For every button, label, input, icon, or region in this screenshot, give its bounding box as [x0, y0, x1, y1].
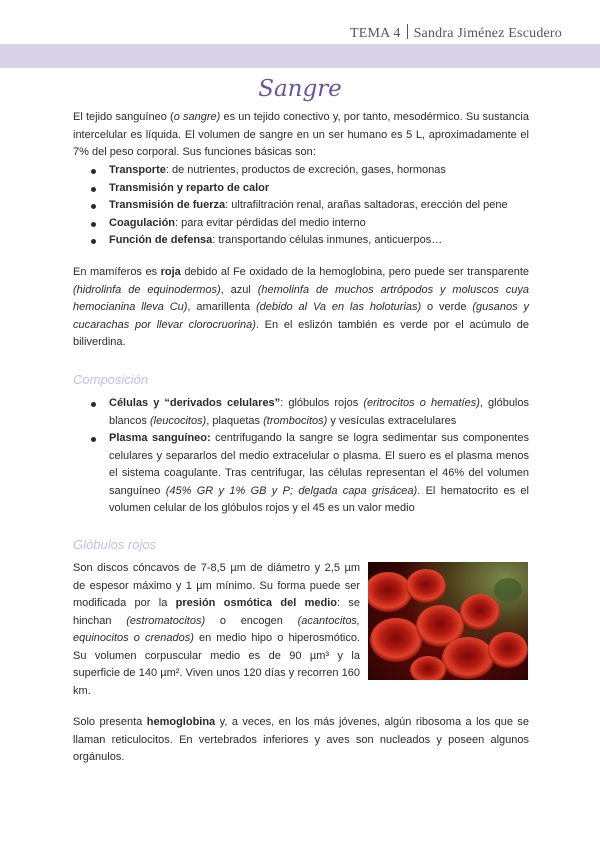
header-tema: TEMA 4: [349, 26, 401, 41]
text: , plaquetas: [206, 414, 264, 427]
text-italic: (hidrolinfa de equinodermos): [73, 283, 221, 296]
red-blood-cells-illustration: [368, 562, 528, 680]
list-item: [73, 162, 529, 180]
text: , amarillenta: [187, 301, 256, 313]
header-text: [350, 24, 562, 42]
hemoglobina-paragraph: [73, 714, 529, 767]
list-item: [73, 180, 529, 198]
header-band: [0, 44, 600, 68]
list-item: [73, 430, 529, 518]
function-label: Transmisión y reparto de calor: [109, 181, 270, 194]
text: . En el eslizón también es verde por el acúmulo de biliverdina.: [73, 318, 529, 348]
text-bold: presión osmótica del medio: [175, 597, 337, 609]
text: , glóbulos blancos: [109, 397, 529, 427]
text: debido al Fe oxidado de la hemoglobina, pero puede ser transparente: [180, 266, 530, 278]
text-italic: (debido al Va en las holoturias): [255, 301, 422, 313]
function-text: : para evitar pérdidas del medio interno: [175, 216, 366, 229]
text: : glóbulos rojos: [280, 397, 364, 409]
text: . El hematocrito es el volumen celular de los glóbulos rojos y el 45 es un valor medio: [109, 484, 529, 514]
intro-text-italic: o sangre): [173, 111, 221, 123]
list-item: [73, 232, 529, 250]
functions-list: [73, 162, 529, 250]
page-title: Sangre: [258, 76, 342, 102]
list-item: [73, 395, 529, 430]
function-text: : ultrafiltración renal, arañas saltadoras, erección del pene: [225, 199, 508, 211]
header-author: Sandra Jiménez Escudero: [413, 26, 562, 41]
text: Solo presenta: [73, 716, 147, 728]
composicion-list: [73, 395, 529, 518]
function-text: : transportando células inmunes, anticuerpos…: [212, 234, 443, 246]
text-italic: (estromatocitos): [126, 614, 206, 627]
text-bold: hemoglobina: [146, 716, 216, 728]
text: en medio hipo o hiperosmótico. Su volumen corpuscular medio es de 90 µm³ y la superficie de 140 µm². Viven unos 120 días y recorren 160 km.: [73, 632, 360, 697]
section-heading-globulos: Glóbulos rojos: [73, 537, 157, 552]
text-italic: (leucocitos): [149, 414, 207, 427]
text: y, a veces, en los más jóvenes, algún ribosoma a los que se llaman reticulocitos. En vertebrados inferiores y aves son nucleados y poseen algunos orgánulos.: [73, 716, 530, 763]
text-bold: roja: [160, 266, 181, 278]
text-italic: (trombocitos): [263, 414, 328, 427]
text: o verde: [421, 301, 473, 313]
text: : se hinchan: [73, 597, 361, 627]
text: centrifugando la sangre se logra sedimentar sus componentes celulares y separarlos del medio extracelular o plasma. El suero es el plasma menos el sistema coagulante. Tras centrifugar, las células representan el 46% del volumen sanguíneo: [109, 432, 529, 497]
mammals-paragraph: [73, 264, 529, 352]
function-label: Transporte: [109, 164, 166, 176]
red-blood-cells-image: [368, 562, 528, 680]
plasma-label: Plasma sanguíneo:: [109, 432, 211, 444]
intro-text-2: es un tejido conectivo y, por tanto, mesodérmico. Su sustancia intercelular es líquida. El volumen de sangre en un ser humano es 5 L, aproximadamente el 7% del peso corporal. Sus funciones básicas son:: [73, 111, 529, 158]
header-separator: [407, 24, 408, 39]
list-item: [73, 197, 529, 215]
function-text: : de nutrientes, productos de excreción, gases, hormonas: [165, 164, 446, 176]
text-italic: (gusanos y cucarachas por llevar clorocruorina): [73, 301, 529, 331]
function-label: Coagulación: [109, 216, 176, 229]
text-italic: (acantocitos, equinocitos o crenados): [73, 614, 360, 644]
list-item: [73, 215, 529, 233]
globulos-paragraph: [73, 560, 360, 700]
intro-paragraph: [73, 109, 529, 162]
text: Son discos cóncavos de 7-8,5 µm de diámetro y 2,5 µm de espesor máximo y 1 µm mínimo. Su forma puede ser modificada por la: [73, 562, 360, 609]
text-italic: (hemolinfa de muchos artrópodos y moluscos cuya hemocianina lleva Cu): [73, 283, 529, 313]
text-italic: (45% GR y 1% GB y P; delgada capa grisácea): [165, 484, 418, 497]
text: , azul: [220, 283, 258, 296]
cells-label: Células y “derivados celulares”: [109, 397, 281, 409]
text: En mamíferos es: [73, 266, 161, 278]
section-heading-composicion: Composición: [73, 372, 149, 387]
text-italic: (eritrocitos o hematíes): [363, 397, 480, 409]
function-label: Transmisión de fuerza: [109, 199, 226, 211]
function-label: Función de defensa: [109, 234, 213, 246]
text: o encogen: [205, 614, 298, 627]
text: y vesículas extracelulares: [327, 414, 457, 427]
intro-text-1: El tejido sanguíneo (: [73, 111, 174, 123]
page-header: [0, 0, 600, 44]
